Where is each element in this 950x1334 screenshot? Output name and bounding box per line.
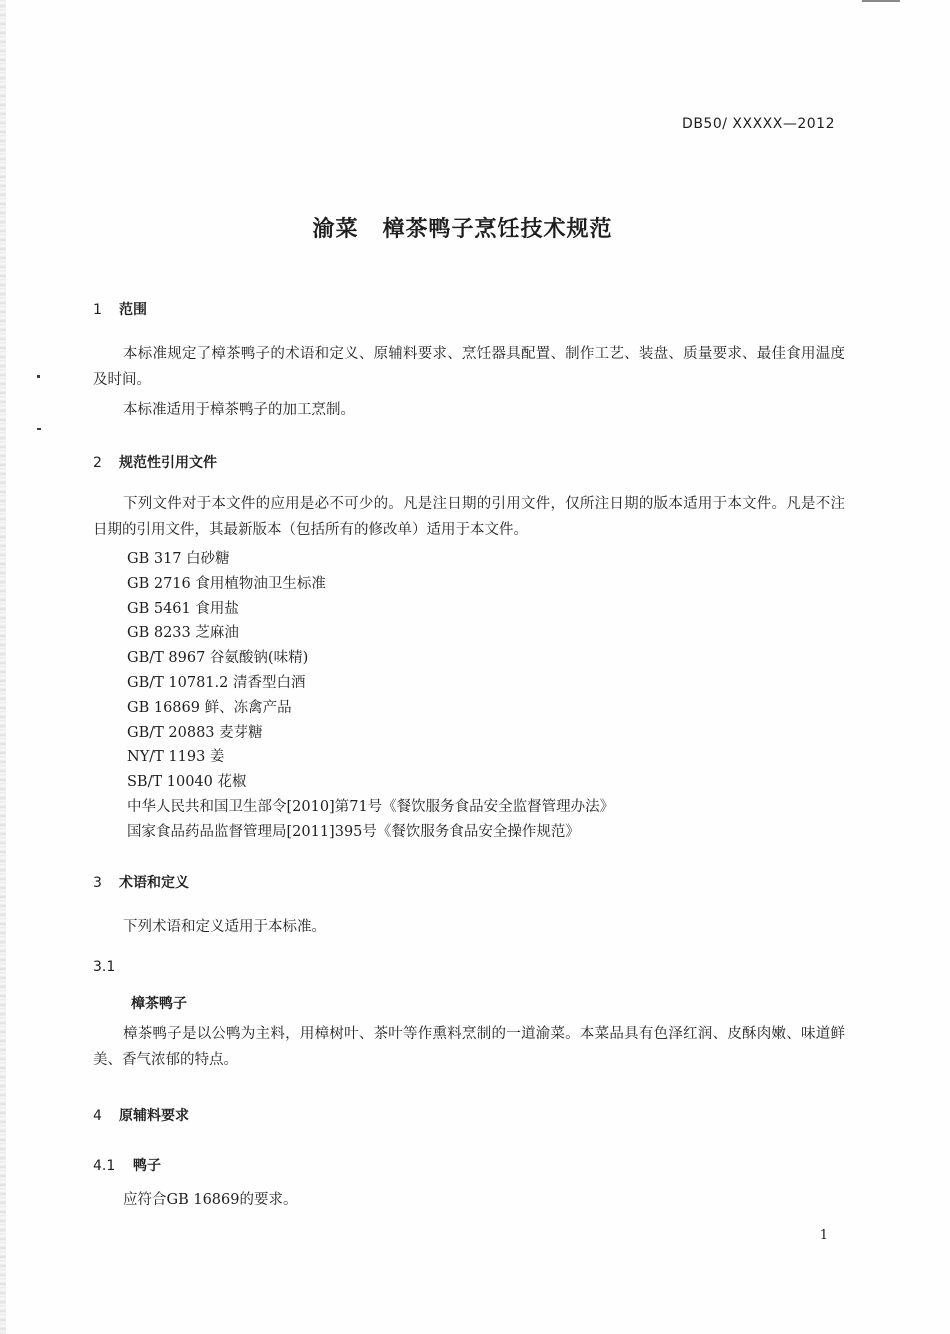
reference-item: SB/T 10040 花椒 [127, 774, 247, 791]
section-heading-terms [93, 872, 189, 892]
reference-item: 中华人民共和国卫生部令[2010]第71号《餐饮服务食品安全监督管理办法》 [127, 798, 615, 815]
section-title: 术语和定义 [119, 875, 189, 891]
standard-code: DB50/ XXXXX—2012 [682, 116, 835, 132]
section-heading-normative [93, 452, 217, 472]
section-title: 原辅料要求 [119, 1108, 189, 1124]
document-title [0, 212, 925, 243]
scan-mark [862, 0, 900, 2]
term-name: 樟茶鸭子 [131, 996, 187, 1012]
reference-item: NY/T 1193 姜 [127, 749, 225, 766]
term-number: 3.1 [93, 959, 116, 975]
section-title: 范围 [119, 302, 147, 318]
page-number: 1 [819, 1228, 828, 1243]
subsection-heading-duck [93, 1155, 161, 1175]
reference-list [127, 547, 614, 845]
scan-mark [37, 428, 41, 430]
duck-requirement: 应符合GB 16869的要求。 [123, 1192, 298, 1208]
title-part-1: 渝菜 [312, 217, 359, 242]
section-heading-materials [93, 1105, 189, 1125]
subsection-title: 鸭子 [133, 1158, 161, 1174]
normative-intro: 下列文件对于本文件的应用是必不可少的。凡是注日期的引用文件，仅所注日期的版本适用于本文件。凡是不注日期的引用文件，其最新版本（包括所有的修改单）适用于本文件。 [93, 496, 845, 538]
reference-item: GB 317 白砂糖 [127, 551, 230, 567]
terms-intro: 下列术语和定义适用于本标准。 [123, 919, 326, 935]
reference-item: GB/T 8967 谷氨酸钠(味精) [127, 650, 309, 667]
section-number: 4 [93, 1108, 102, 1124]
reference-item: 国家食品药品监督管理局[2011]395号《餐饮服务食品安全操作规范》 [127, 823, 580, 840]
scope-paragraph-2: 本标准适用于樟茶鸭子的加工烹制。 [123, 402, 355, 418]
section-title: 规范性引用文件 [119, 455, 217, 471]
reference-item: GB 5461 食用盐 [127, 600, 239, 617]
section-number: 2 [93, 455, 102, 471]
reference-item: GB/T 20883 麦芽糖 [127, 724, 263, 741]
section-number: 1 [93, 302, 102, 318]
reference-item: GB 8233 芝麻油 [127, 625, 239, 642]
reference-item: GB 16869 鲜、冻禽产品 [127, 699, 292, 716]
scope-paragraph-1: 本标准规定了樟茶鸭子的术语和定义、原辅料要求、烹饪器具配置、制作工艺、装盘、质量要求、最佳食用温度及时间。 [93, 346, 845, 388]
scan-edge [0, 0, 6, 1334]
reference-item: GB/T 10781.2 清香型白酒 [127, 674, 306, 691]
reference-item: GB 2716 食用植物油卫生标准 [127, 575, 326, 592]
term-definition: 樟茶鸭子是以公鸭为主料，用樟树叶、茶叶等作熏料烹制的一道渝菜。本菜品具有色泽红润、皮酥肉嫩、味道鲜美、香气浓郁的特点。 [93, 1026, 845, 1068]
section-number: 3 [93, 875, 102, 891]
subsection-number: 4.1 [93, 1158, 116, 1174]
title-part-2: 樟茶鸭子烹饪技术规范 [382, 217, 613, 242]
section-heading-scope [93, 299, 147, 319]
scan-mark [37, 375, 40, 378]
